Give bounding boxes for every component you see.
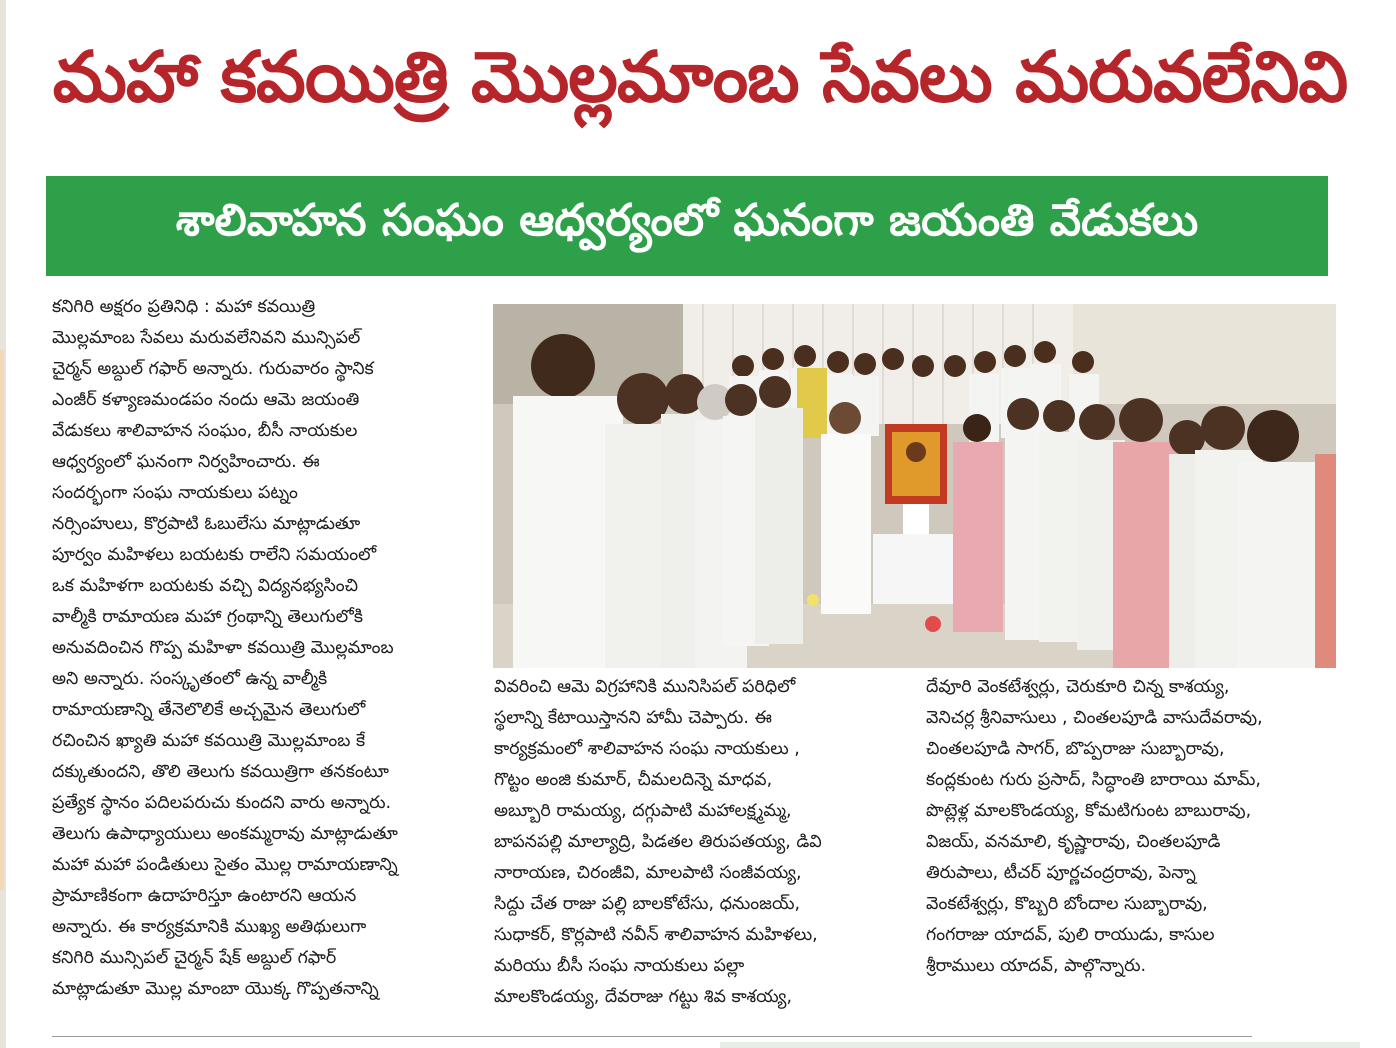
- subheadline-band: [46, 176, 1328, 276]
- text-line: మాట్లాడుతూ మొల్ల మాంబా యొక్క గొప్పతనాన్ని: [52, 979, 379, 999]
- text-line: రామాయణాన్ని తేనెలొలికే అచ్చమైన తెలుగులో: [52, 700, 366, 720]
- text-line: మొల్లమాంబ సేవలు మరువలేనివని మున్సిపల్: [52, 328, 361, 348]
- text-line: ప్రత్యేక స్థానం పదిలపరుచు కుందని వారు అన్నారు.: [52, 793, 392, 813]
- text-line: తెలుగు ఉపాధ్యాయులు అంకమ్మరావు మాట్లాడుతూ: [52, 824, 398, 844]
- text-line: చైర్మన్ అబ్దుల్ గఫార్ అన్నారు. గురువారం స్థానిక: [52, 359, 374, 379]
- text-line: రచించిన ఖ్యాతి మహా కవయిత్రి మొల్లమాంబ కే: [52, 731, 366, 751]
- subheadline: శాలివాహన సంఘం ఆధ్వర్యంలో ఘనంగా జయంతి వేడుకలు: [175, 195, 1199, 246]
- text-line: వివరించి ఆమె విగ్రహానికి మునిసిపల్ పరిధిలో: [494, 677, 796, 697]
- text-line: నర్సింహులు, కొర్రపాటి ఓబులేసు మాట్లాడుతూ: [52, 514, 361, 534]
- text-line: అనువదించిన గొప్ప మహిళా కవయిత్రి మొల్లమాంబ: [52, 638, 394, 658]
- text-line: వెంకటేశ్వర్లు, కొబ్బరి బోందాల సుబ్బారావు,: [926, 894, 1208, 914]
- event-photo: [493, 304, 1336, 668]
- text-line: విజయ్, వనమాలి, కృష్ణారావు, చింతలపూడి: [926, 832, 1221, 852]
- text-line: అన్నారు. ఈ కార్యక్రమానికి ముఖ్య అతిథులుగా: [52, 917, 367, 937]
- text-line: గంగరాజు యాదవ్, పులి రాయుడు, కాసుల: [926, 925, 1215, 945]
- text-line: ఆధ్వర్యంలో ఘనంగా నిర్వహించారు. ఈ: [52, 452, 320, 472]
- text-line: నారాయణ, చిరంజీవి, మాలపాటి సంజీవయ్య,: [494, 863, 802, 883]
- text-line: వేడుకలు శాలివాహన సంఘం, బీసీ నాయకుల: [52, 421, 358, 441]
- text-line: దేవూరి వెంకటేశ్వర్లు, చెరుకూరి చిన్న కాశయ్య,: [926, 677, 1230, 697]
- text-line: మరియు బీసీ సంఘ నాయకులు పల్లా: [494, 956, 745, 976]
- article-column-3: [926, 672, 1346, 982]
- text-line: బాపనపల్లి మాల్యాద్రి, పిడతల తిరుపతయ్య, డివి: [494, 832, 822, 852]
- text-line: చింతలపూడి సాగర్, బొప్పరాజు సుబ్బారావు,: [926, 739, 1225, 759]
- text-line: పొట్లెళ్ల మాలకొండయ్య, కోమటిగుంట బాబురావు,: [926, 801, 1252, 821]
- text-line: కార్యక్రమంలో శాలివాహన సంఘ నాయకులు ,: [494, 739, 800, 759]
- text-line: కనిగిరి అక్షరం ప్రతినిధి : మహా కవయిత్రి: [52, 297, 316, 317]
- text-line: దక్కుతుందని, తొలి తెలుగు కవయిత్రిగా తనకంటూ: [52, 762, 389, 782]
- text-line: పూర్వం మహిళలు బయటకు రాలేని సమయంలో: [52, 545, 377, 565]
- text-line: మాలకొండయ్య, దేవరాజు గట్టు శివ కాశయ్య,: [494, 987, 793, 1007]
- text-line: సిద్దు చేత రాజు పల్లి బాలకోటేసు, ధనుంజయ్,: [494, 894, 801, 914]
- text-line: ఒక మహిళగా బయటకు వచ్చి విద్యనభ్యసించి: [52, 576, 359, 596]
- text-line: అని అన్నారు. సంస్కృతంలో ఉన్న వాల్మీకి: [52, 669, 328, 689]
- text-line: సందర్భంగా సంఘ నాయకులు పట్నం: [52, 483, 298, 503]
- text-line: కనిగిరి మున్సిపల్ చైర్మన్ షేక్ అబ్దుల్ గఫార్: [52, 948, 337, 968]
- text-line: ప్రామాణికంగా ఉదాహరిస్తూ ఉంటారని ఆయన: [52, 886, 357, 906]
- text-line: సుధాకర్, కొర్లపాటి నవీన్ శాలివాహన మహిళలు,: [494, 925, 818, 945]
- text-line: స్థలాన్ని కేటాయిస్తానని హామీ చెప్పారు. ఈ: [494, 708, 772, 728]
- bottom-rule: [52, 1036, 1252, 1037]
- text-line: గొట్టం అంజి కుమార్, చీమలదిన్నె మాధవ,: [494, 770, 773, 790]
- text-line: తిరుపాలు, టీచర్ పూర్ణచంద్రరావు, పెన్నా: [926, 863, 1196, 883]
- article-column-1: [52, 292, 472, 1005]
- text-line: వాల్మీకి రామాయణ మహా గ్రంథాన్ని తెలుగులోకి: [52, 607, 363, 627]
- text-line: మహా మహా పండితులు సైతం మొల్ల రామాయణాన్ని: [52, 855, 398, 875]
- page-edge-tint: [0, 350, 4, 890]
- text-line: అబ్బూరి రామయ్య, దగ్గుపాటి మహాలక్ష్మమ్మ,: [494, 801, 792, 821]
- text-line: కంద్లకుంట గురు ప్రసాద్, సిద్ధాంతి బారాయి మామ్,: [926, 770, 1261, 790]
- text-line: శ్రీరాములు యాదవ్, పాల్గొన్నారు.: [926, 956, 1147, 976]
- headline: మహా కవయిత్రి మొల్లమాంబ సేవలు మరువలేనివి: [52, 35, 1348, 118]
- text-line: వెనిచర్ల శ్రీనివాసులు , చింతలపూడి వాసుదేవరావు,: [926, 708, 1263, 728]
- bottom-tint: [720, 1042, 1360, 1048]
- article-column-2: [494, 672, 904, 1013]
- text-line: ఎంజీర్ కళ్యాణమండపం నందు ఆమె జయంతి: [52, 390, 360, 410]
